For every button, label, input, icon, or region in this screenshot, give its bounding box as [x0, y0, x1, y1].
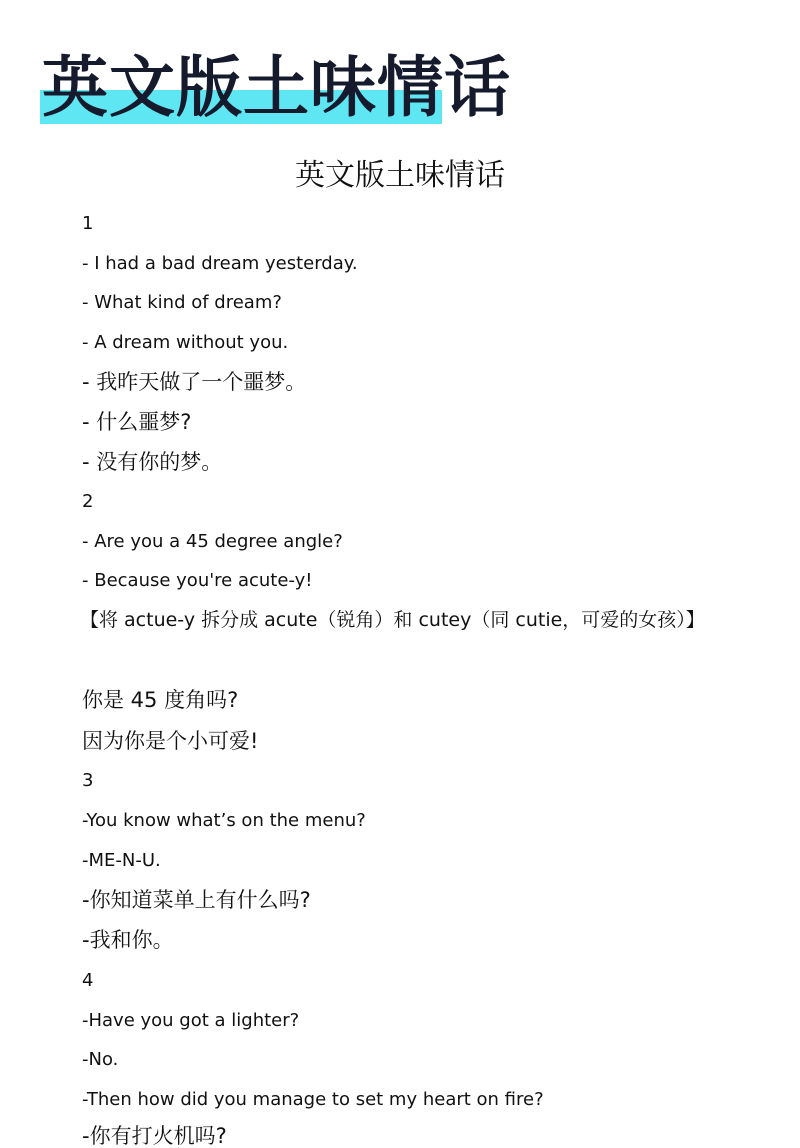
text-line: - What kind of dream?: [82, 292, 282, 313]
header-banner: [40, 48, 511, 128]
document-title: 英文版土味情话: [295, 158, 505, 193]
text-line: -You know what’s on the menu?: [82, 810, 366, 831]
text-line: 因为你是个小可爱!: [82, 729, 259, 753]
text-line: -Have you got a lighter?: [82, 1010, 300, 1031]
text-line: -No.: [82, 1049, 119, 1070]
section-number: 2: [82, 491, 94, 512]
section-number: 1: [82, 213, 94, 234]
text-line: - Are you a 45 degree angle?: [82, 531, 343, 552]
text-line: - 没有你的梦。: [82, 450, 223, 474]
text-line: 【将 actue-y 拆分成 acute（锐角）和 cutey（同 cutie，可爱的女孩）】: [80, 609, 705, 631]
section-number: 4: [82, 970, 94, 991]
text-line: - 我昨天做了一个噩梦。: [82, 370, 307, 394]
text-line: -我和你。: [82, 928, 174, 952]
text-line: -ME-N-U.: [82, 850, 161, 871]
text-line: -Then how did you manage to set my heart on fire?: [82, 1089, 544, 1110]
text-line: - I had a bad dream yesterday.: [82, 253, 358, 274]
banner-title: 英文版土味情话: [42, 49, 511, 126]
text-line: -你有打火机吗?: [82, 1124, 227, 1148]
text-line: 你是 45 度角吗?: [82, 688, 239, 712]
text-line: - A dream without you.: [82, 332, 289, 353]
section-number: 3: [82, 770, 94, 791]
text-line: -你知道菜单上有什么吗?: [82, 888, 311, 912]
text-line: - 什么噩梦?: [82, 410, 192, 434]
text-line: - Because you're acute-y!: [82, 570, 313, 591]
